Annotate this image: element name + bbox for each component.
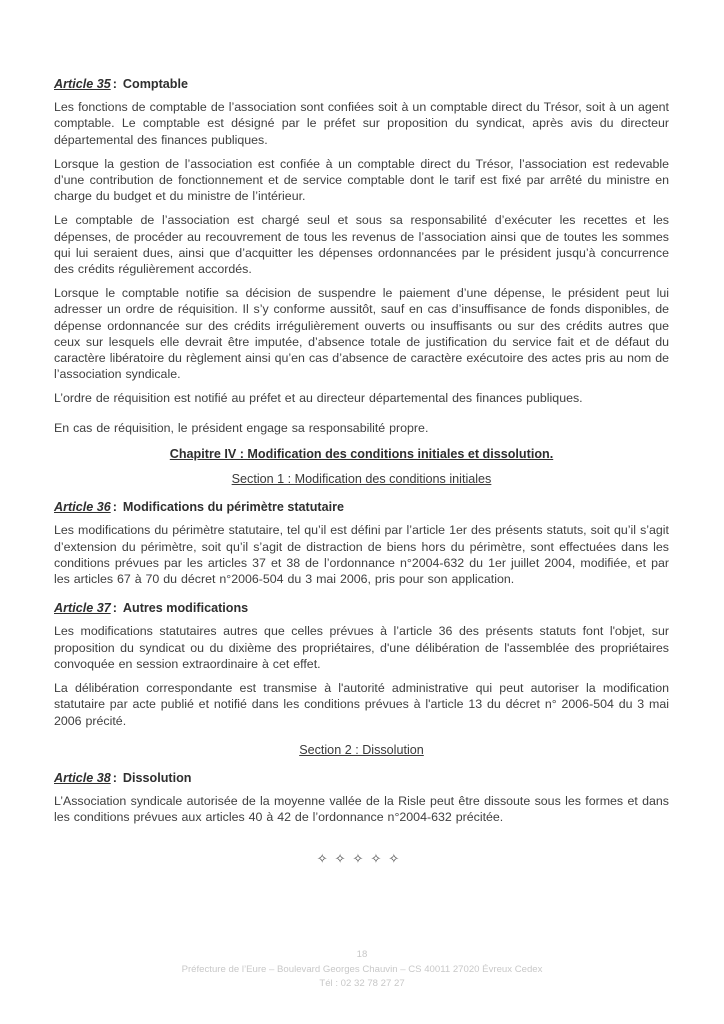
article-37-colon: : — [112, 601, 117, 616]
article-35-paragraph-2: Lorsque la gestion de l’association est confiée à un comptable direct du Trésor, l’association est redevable d’une contribution de fonctionnement et de service comptable dont le tarif est fixé par arrêté du ministre en charge du budget et du ministre de l’intérieur. — [54, 156, 669, 204]
article-38-title: Dissolution — [122, 770, 192, 785]
article-35-title: Comptable — [122, 77, 188, 91]
section-1-heading — [54, 471, 669, 487]
section-2-heading — [54, 742, 669, 758]
article-35-colon: : — [112, 77, 117, 91]
article-37-heading — [54, 600, 669, 616]
article-36-colon: : — [112, 500, 117, 515]
article-38-heading — [54, 770, 669, 786]
ornament-diamonds: ✧✧✧✧✧ — [316, 850, 407, 866]
footer-address: Préfecture de l’Eure – Boulevard Georges Chauvin – CS 40011 27020 Évreux Cedex — [181, 963, 543, 975]
section-1-heading-text: Section 1 : Modification des conditions initiales — [231, 472, 492, 487]
article-35-heading — [54, 76, 669, 92]
article-36-heading — [54, 499, 669, 515]
page-footer — [0, 948, 724, 992]
chapter-4-heading-text: Chapitre IV : Modification des conditions initiales et dissolution. — [169, 446, 554, 461]
article-36-label: Article 36 — [54, 500, 111, 515]
article-38-colon: : — [112, 770, 117, 785]
chapter-4-heading — [54, 446, 669, 462]
article-38-paragraph-1: L’Association syndicale autorisée de la moyenne vallée de la Risle peut être dissoute sous les formes et dans les conditions prévues aux articles 40 à 42 de l’ordonnance n°2004-632 précitée. — [54, 794, 669, 825]
article-35-paragraph-4: Lorsque le comptable notifie sa décision de suspendre le paiement d’une dépense, le président peut lui adresser un ordre de réquisition. Il s’y conforme aussitôt, sauf en cas d’insuffisance de fonds disponibles, de dépense ordonnancée sur des crédits irrégulièrement ouverts ou insuffisants ou sur des crédits autres que ceux sur lesquels elle devrait être imputée, d’absence totale de justification du service fait et de défaut du caractère libératoire du règlement ainsi qu’en cas d’absence de caractère exécutoire des actes pris au nom de l’association syndicale. — [54, 286, 669, 382]
article-37-label: Article 37 — [54, 601, 111, 616]
footer-phone: Tél : 02 32 78 27 27 — [319, 978, 405, 989]
article-38-label: Article 38 — [54, 770, 111, 785]
section-2-heading-text: Section 2 : Dissolution — [299, 742, 424, 757]
article-37-title: Autres modifications — [122, 601, 249, 616]
article-37-paragraph-1: Les modifications statutaires autres que celles prévues à l’article 36 des présents statuts font l'objet, sur proposition du syndicat ou du dixième des propriétaires, d'une délibération de l'assemblée des propriétaires convoquée en session extraordinaire à cet effet. — [54, 624, 669, 671]
article-35-paragraph-3: Le comptable de l’association est chargé seul et sous sa responsabilité d’exécuter les recettes et les dépenses, de procéder au recouvrement de tous les revenus de l’association ainsi que de toutes les sommes qui lui seraient dues, ainsi que d’acquitter les dépenses ordonnancées par le président jusqu’à concurrence des crédits régulièrement accordés. — [54, 213, 669, 277]
article-36-title: Modifications du périmètre statutaire — [122, 500, 345, 515]
article-35-paragraph-6: En cas de réquisition, le président engage sa responsabilité propre. — [54, 420, 429, 435]
article-36-paragraph-1: Les modifications du périmètre statutaire, tel qu’il est défini par l’article 1er des présents statuts, soit qu’il s’agit d’extension du périmètre, soit qu’il s’agit de distraction de biens hors du périmètre, sont effectuées dans les conditions prévues par les articles 37 et 38 de l’ordonnance n°2004-632 du 1er juillet 2004, modifiée, et par les articles 67 à 70 du décret n°2006-504 du 3 mai 2006, pris pour son application. — [54, 523, 669, 587]
page-number: 18 — [356, 949, 368, 960]
article-37-paragraph-2: La délibération correspondante est transmise à l'autorité administrative qui peut autoriser la modification statutaire par acte publié et notifié dans les conditions prévues à l'article 13 du décret n° 2006-504 du 3 mai 2006 précité. — [54, 681, 669, 728]
document-content — [54, 76, 669, 867]
article-35-paragraph-5: L’ordre de réquisition est notifié au préfet et au directeur départemental des finances publiques. — [54, 391, 583, 406]
article-35-paragraph-1: Les fonctions de comptable de l’association sont confiées soit à un comptable direct du Trésor, soit à un agent comptable. Le comptable est désigné par le préfet sur proposition du syndicat, après avis du directeur départemental des finances publiques. — [54, 100, 669, 147]
article-35-label: Article 35 — [54, 77, 111, 91]
